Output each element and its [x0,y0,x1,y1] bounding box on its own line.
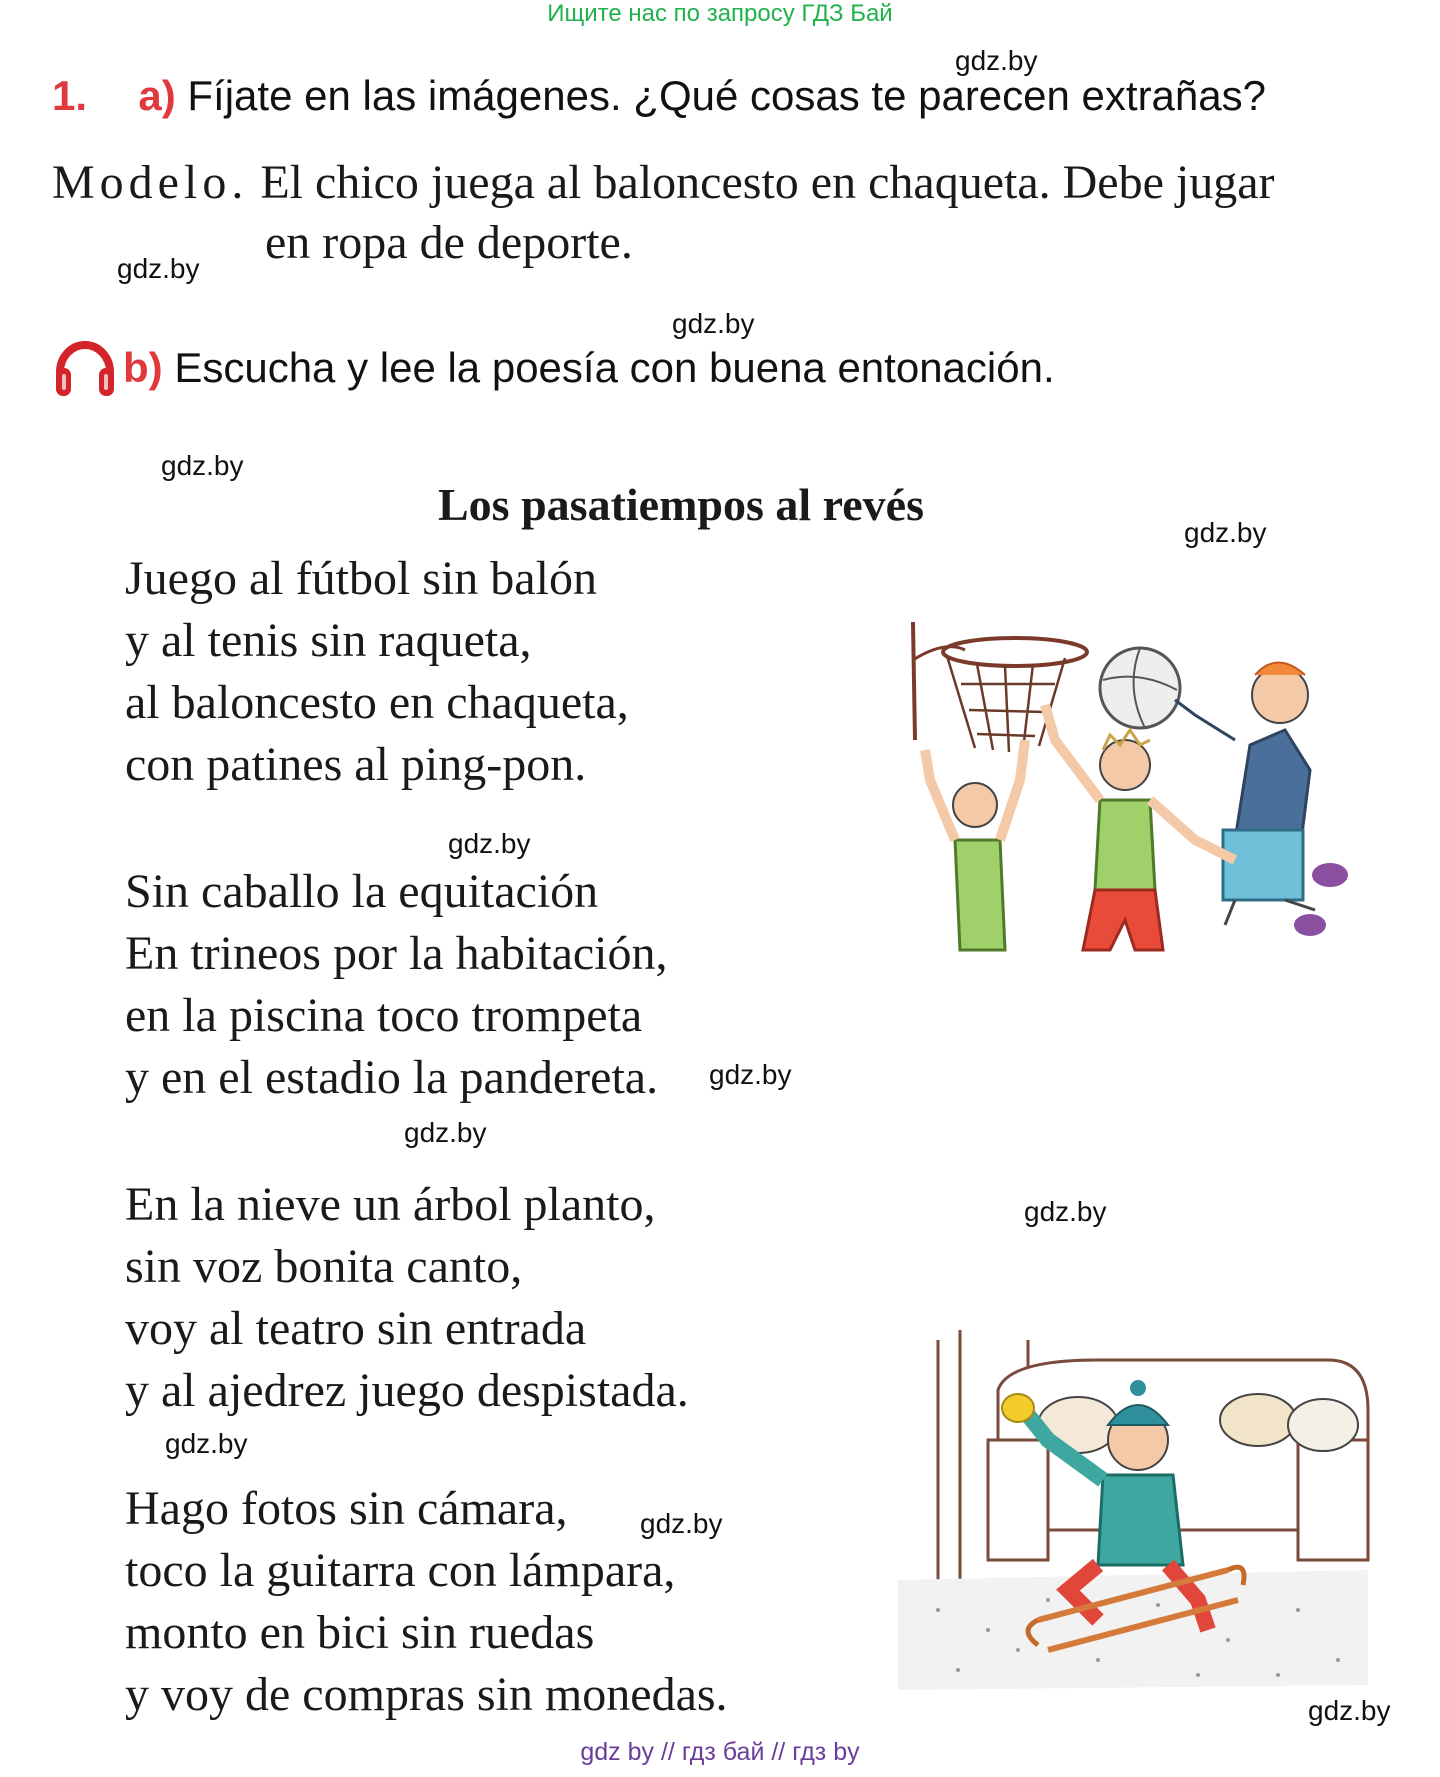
watermark: gdz.by [448,828,531,859]
poem-line: y al tenis sin raqueta, [125,614,532,667]
poem-line: al baloncesto en chaqueta, [125,676,629,729]
basketball-illustration [905,620,1365,980]
poem-line: toco la guitarra con lámpara, [125,1544,676,1597]
poem-line: En trineos por la habitación, [125,927,668,980]
poem-line: con patines al ping-pon. [125,738,587,791]
task-b-text: Escucha y lee la poesía con buena entonación. [174,344,1055,391]
task-a-text: Fíjate en las imágenes. ¿Qué cosas te parecen extrañas? [187,72,1266,119]
watermark: gdz.by [640,1508,723,1539]
poem-line: Juego al fútbol sin balón [125,552,597,605]
poem-line: en la piscina toco trompeta [125,989,643,1042]
watermark: gdz.by [117,253,200,284]
poem-line: monto en bici sin ruedas [125,1606,595,1659]
task-a-letter: a) [138,72,176,119]
model-label: Modelo. [52,156,249,209]
poem-line: sin voz bonita canto, [125,1240,523,1293]
poem-stanza-1 [125,548,629,796]
poem-line: Hago fotos sin cámara, [125,1482,568,1535]
headphones-icon[interactable] [52,332,118,400]
watermark: gdz.by [672,308,755,339]
poem-line: Sin caballo la equitación [125,865,599,918]
poem-stanza-3 [125,1174,689,1422]
poem-line: y voy de compras sin monedas. [125,1668,728,1721]
watermark: gdz.by [404,1117,487,1148]
poem-line: voy al teatro sin entrada [125,1302,587,1355]
poem-line: y al ajedrez juego despistada. [125,1364,689,1417]
task-number: 1. [52,72,88,119]
model-text-1: El chico juega al baloncesto en chaqueta. Debe jugar [260,156,1275,209]
watermark: gdz.by [955,45,1038,76]
search-hint-link[interactable]: Ищите нас по запросу ГДЗ Бай [547,0,893,27]
task-a-line [52,72,1266,120]
watermark: gdz.by [1184,517,1267,548]
task-b-line [123,344,1055,392]
watermark: gdz.by [165,1428,248,1459]
poem-title: Los pasatiempos al revés [438,479,924,530]
watermark: gdz.by [709,1059,792,1090]
poem-line: En la nieve un árbol planto, [125,1178,656,1231]
watermark: gdz.by [1024,1196,1107,1227]
poem-stanza-4 [125,1478,728,1726]
footer-links[interactable]: gdz by // гдз бай // гдз by [580,1738,860,1766]
watermark: gdz.by [1308,1695,1391,1726]
model-line-1 [52,155,1275,210]
poem-stanza-2 [125,861,668,1109]
poem-line: y en el estadio la pandereta. [125,1051,659,1104]
task-b-letter: b) [123,344,163,391]
sled-illustration [898,1330,1378,1695]
watermark: gdz.by [161,450,244,481]
model-line-2: en ropa de deporte. [265,216,633,269]
